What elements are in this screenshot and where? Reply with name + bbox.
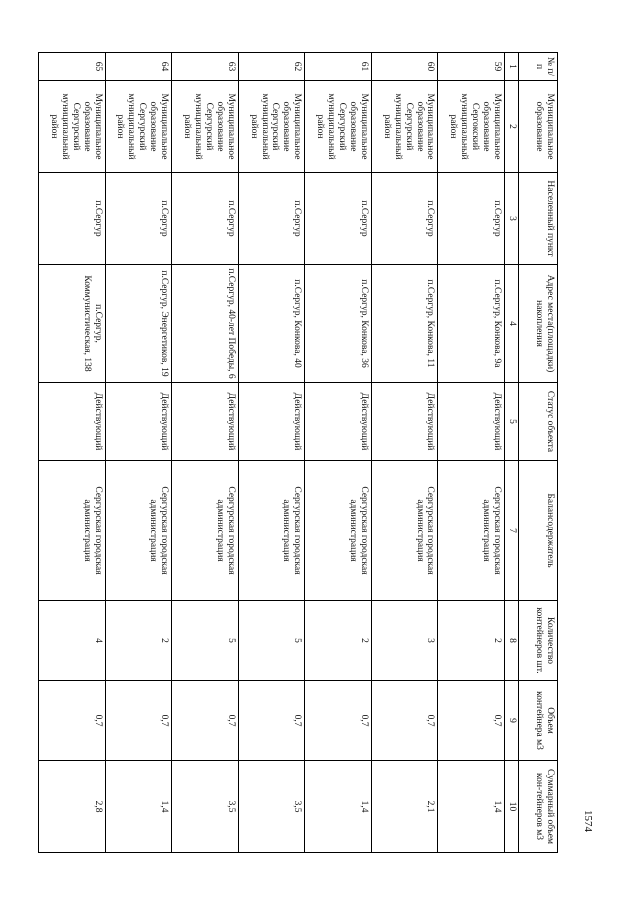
table-cell: п.Сергур, Конкова, 11	[371, 265, 438, 383]
table-cell: п.Сергур, Конкова, 9а	[438, 265, 505, 383]
column-header: № п/п	[519, 53, 558, 81]
table-cell: 5	[238, 601, 305, 681]
column-number: 10	[505, 761, 519, 853]
table-cell: Сергурская городская администрация	[39, 461, 106, 601]
table-cell: Сергурская городская администрация	[371, 461, 438, 601]
column-number: 4	[505, 265, 519, 383]
table-cell: Муниципальное образование Сергурский муниципальный район	[105, 81, 172, 173]
column-number: 9	[505, 681, 519, 761]
column-header: Статус объекта	[519, 383, 558, 461]
table-row	[305, 53, 372, 853]
table-cell: Сергурская городская администрация	[105, 461, 172, 601]
table-cell: 0,7	[238, 681, 305, 761]
column-number: 7	[505, 461, 519, 601]
column-header: Объем контейнера м3	[519, 681, 558, 761]
table-cell: Действующий	[371, 383, 438, 461]
table-cell: Муниципальное образование Сергурский муниципальный район	[172, 81, 239, 173]
table-cell: Действующий	[39, 383, 106, 461]
table-cell: 2	[438, 601, 505, 681]
table-cell: 3,5	[238, 761, 305, 853]
page-number: 1574	[582, 810, 594, 832]
table-cell: Сергурская городская администрация	[305, 461, 372, 601]
rotated-page-content	[38, 52, 558, 852]
table-row	[238, 53, 305, 853]
table-cell: п.Сергур	[105, 173, 172, 265]
header-row	[519, 53, 558, 853]
column-number: 8	[505, 601, 519, 681]
table-cell: Действующий	[172, 383, 239, 461]
table-cell: 61	[305, 53, 372, 81]
column-number: 3	[505, 173, 519, 265]
table-cell: 3,5	[172, 761, 239, 853]
table-cell: Действующий	[305, 383, 372, 461]
table-row	[172, 53, 239, 853]
column-header: Населенный пункт	[519, 173, 558, 265]
column-header: Муниципальное образование	[519, 81, 558, 173]
table-cell: Муниципальное образование Сергурский муниципальный район	[305, 81, 372, 173]
table-cell: п.Сергур, Энергетиков, 19	[105, 265, 172, 383]
table-cell: п.Сергур	[39, 173, 106, 265]
table-cell: 65	[39, 53, 106, 81]
column-number: 2	[505, 81, 519, 173]
table-cell: п.Сергур, 40-лет Победы, 6	[172, 265, 239, 383]
column-number: 1	[505, 53, 519, 81]
table-cell: Муниципальное образование Сергурский муниципальный район	[238, 81, 305, 173]
table-row	[105, 53, 172, 853]
table-cell: 1,4	[438, 761, 505, 853]
table-cell: 2,1	[371, 761, 438, 853]
table-row	[438, 53, 505, 853]
table-cell: 3	[371, 601, 438, 681]
table-cell: 63	[172, 53, 239, 81]
column-header: Суммарный объем кон-тейнеров м3	[519, 761, 558, 853]
table-cell: Действующий	[438, 383, 505, 461]
table-cell: 1,4	[105, 761, 172, 853]
table-cell: Муниципальное образование Сергурский муниципальный район	[371, 81, 438, 173]
table-cell: 2	[105, 601, 172, 681]
table-cell: 2	[305, 601, 372, 681]
table-cell: п.Сергур	[438, 173, 505, 265]
table-cell: 0,7	[305, 681, 372, 761]
table-cell: 59	[438, 53, 505, 81]
table-cell: 0,7	[371, 681, 438, 761]
table-cell: Муниципальное образование Сергурский муниципальный район	[39, 81, 106, 173]
table-cell: п.Сергур, Конкова, 36	[305, 265, 372, 383]
column-header: Балансодержатель	[519, 461, 558, 601]
table-body	[39, 53, 505, 853]
table-cell: п.Сергур	[172, 173, 239, 265]
table-cell: 64	[105, 53, 172, 81]
table-cell: 0,7	[105, 681, 172, 761]
table-cell: 0,7	[39, 681, 106, 761]
table-cell: Сергурская городская администрация	[238, 461, 305, 601]
column-header: Количество контейнеров шт.	[519, 601, 558, 681]
table-row	[39, 53, 106, 853]
table-cell: Сергурская городская администрация	[172, 461, 239, 601]
table-cell: Действующий	[238, 383, 305, 461]
table-row	[371, 53, 438, 853]
container-sites-table	[38, 52, 558, 853]
table-cell: п.Сергур	[238, 173, 305, 265]
table-cell: 5	[172, 601, 239, 681]
table-cell: Действующий	[105, 383, 172, 461]
table-cell: 0,7	[172, 681, 239, 761]
column-number: 5	[505, 383, 519, 461]
table-cell: 2,8	[39, 761, 106, 853]
table-cell: 62	[238, 53, 305, 81]
table-cell: 0,7	[438, 681, 505, 761]
table-cell: Сергурская городская администрация	[438, 461, 505, 601]
table-cell: п.Сергур, Конкова, 40	[238, 265, 305, 383]
table-cell: 1,4	[305, 761, 372, 853]
table-cell: 60	[371, 53, 438, 81]
table-cell: Муниципальное образование Сергокский муниципальный район	[438, 81, 505, 173]
column-header: Адрес места(площадки) накопления	[519, 265, 558, 383]
column-number-row	[505, 53, 519, 853]
table-cell: п.Сергур, Коммунистическая, 138	[39, 265, 106, 383]
table-cell: п.Сергур	[371, 173, 438, 265]
table-cell: п.Сергур	[305, 173, 372, 265]
table-container	[38, 52, 558, 852]
table-cell: 4	[39, 601, 106, 681]
